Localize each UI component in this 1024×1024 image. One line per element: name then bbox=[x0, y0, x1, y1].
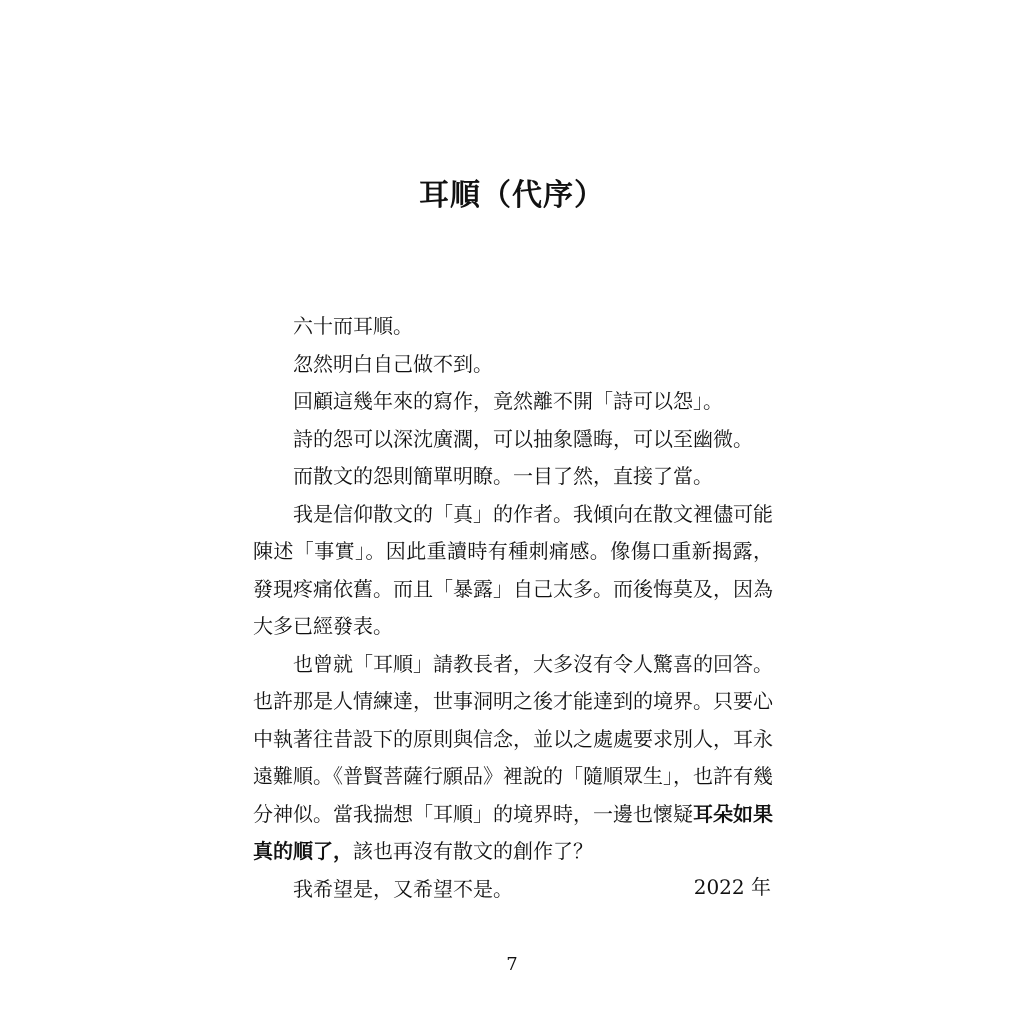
paragraph-1: 六十而耳順。 bbox=[293, 314, 413, 338]
emphasized-text: 耳朵如果真的順了， bbox=[253, 801, 773, 863]
paragraph-7 bbox=[253, 646, 773, 871]
paragraph-7-text: 也曾就「耳順」請教長者，大多沒有令人驚喜的回答。也許那是人情練達，世事洞明之後才能達到的境界。只要心中執著往昔設下的原則與信念，並以之處處要求別人，耳永遠難順。《普賢菩薩行願品》裡說的「隨順眾生」，也許有幾分神似。當我揣想「耳順」的境界時，一邊也懷疑 bbox=[253, 651, 773, 826]
paragraph-7-ending: 該也再沒有散文的創作了？ bbox=[353, 839, 593, 863]
date-signature: 2022 年 bbox=[693, 875, 771, 899]
paragraph-5: 而散文的怨則簡單明瞭。一目了然，直接了當。 bbox=[293, 464, 713, 488]
page-title: 耳順（代序） bbox=[419, 178, 605, 213]
paragraph-2: 忽然明白自己做不到。 bbox=[293, 351, 493, 376]
body-text bbox=[253, 308, 773, 908]
page-number: 7 bbox=[506, 954, 518, 975]
paragraph-4: 詩的怨可以深沈廣濶，可以抽象隱晦，可以至幽微。 bbox=[293, 426, 753, 451]
closing-paragraph: 我希望是，又希望不是。 bbox=[293, 876, 513, 901]
paragraph-6: 我是信仰散文的「真」的作者。我傾向在散文裡儘可能陳述「事實」。因此重讀時有種刺痛感。像傷口重新揭露，發現疼痛依舊。而且「暴露」自己太多。而後悔莫及，因為大多已經發表。 bbox=[253, 501, 773, 638]
paragraph-3: 回顧這幾年來的寫作，竟然離不開「詩可以怨」。 bbox=[293, 389, 723, 413]
